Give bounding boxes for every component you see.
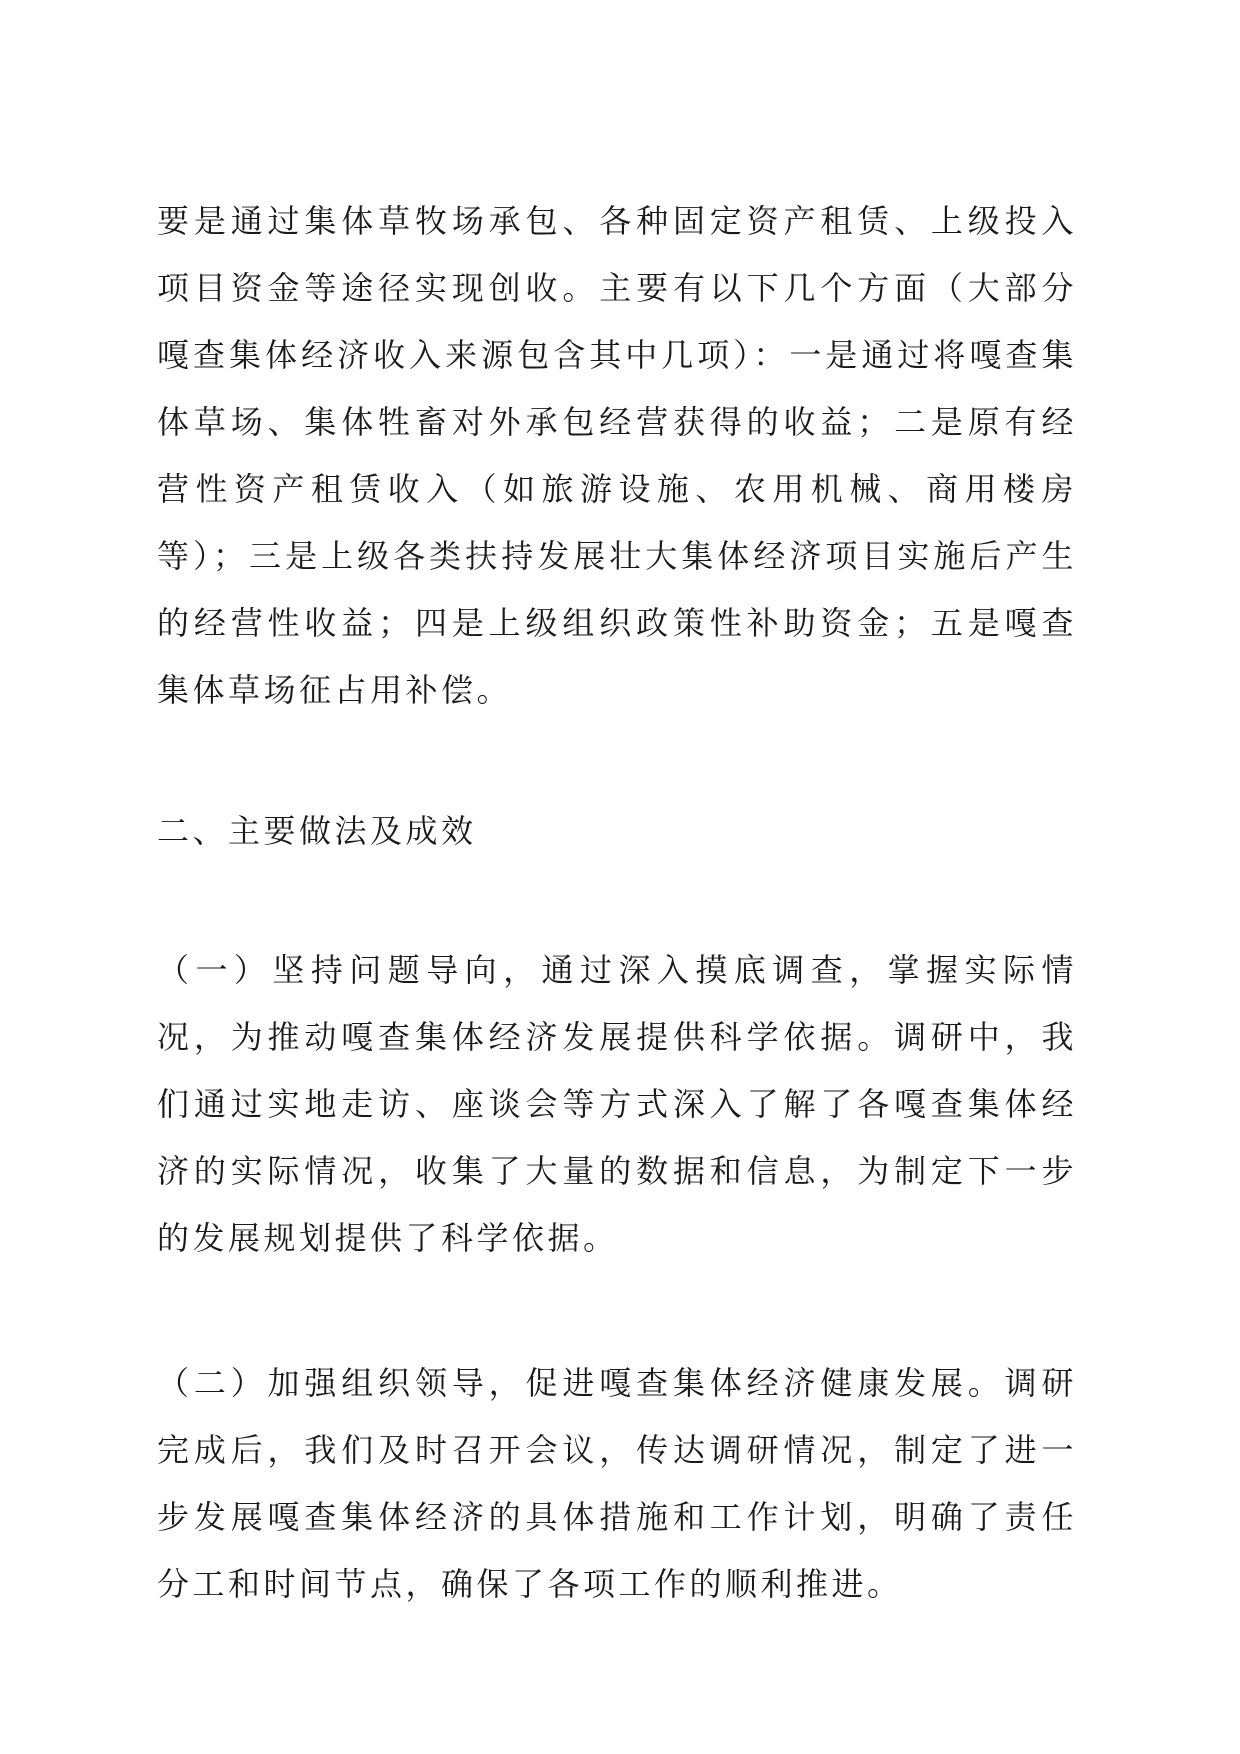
- paragraph-spacer: [157, 865, 1077, 937]
- paragraph-problem-oriented: （一）坚持问题导向，通过深入摸底调查，掌握实际情况，为推动嘎查集体经济发展提供科学依据。调研中，我们通过实地走访、座谈会等方式深入了解了各嘎查集体经济的实际情况，收集了大量的数据和信息，为制定下一步的发展规划提供了科学依据。: [157, 951, 1077, 1257]
- document-body: [157, 188, 1077, 1618]
- paragraph-spacer: [157, 1272, 1077, 1350]
- paragraph-income-sources: 要是通过集体草牧场承包、各种固定资产租赁、上级投入项目资金等途径实现创收。主要有以下几个方面（大部分嘎查集体经济收入来源包含其中几项）：一是通过将嘎查集体草场、集体牲畜对外承包经营获得的收益；二是原有经营性资产租赁收入（如旅游设施、农用机械、商用楼房等）；三是上级各类扶持发展壮大集体经济项目实施后产生的经营性收益；四是上级组织政策性补助资金；五是嘎查集体草场征占用补偿。: [157, 202, 1077, 709]
- paragraph-organizational-leadership: （二）加强组织领导，促进嘎查集体经济健康发展。调研完成后，我们及时召开会议，传达调研情况，制定了进一步发展嘎查集体经济的具体措施和工作计划，明确了责任分工和时间节点，确保了各项工作的顺利推进。: [157, 1364, 1077, 1603]
- paragraph-spacer: [157, 724, 1077, 798]
- section-heading-main-practices: 二、主要做法及成效: [157, 812, 477, 850]
